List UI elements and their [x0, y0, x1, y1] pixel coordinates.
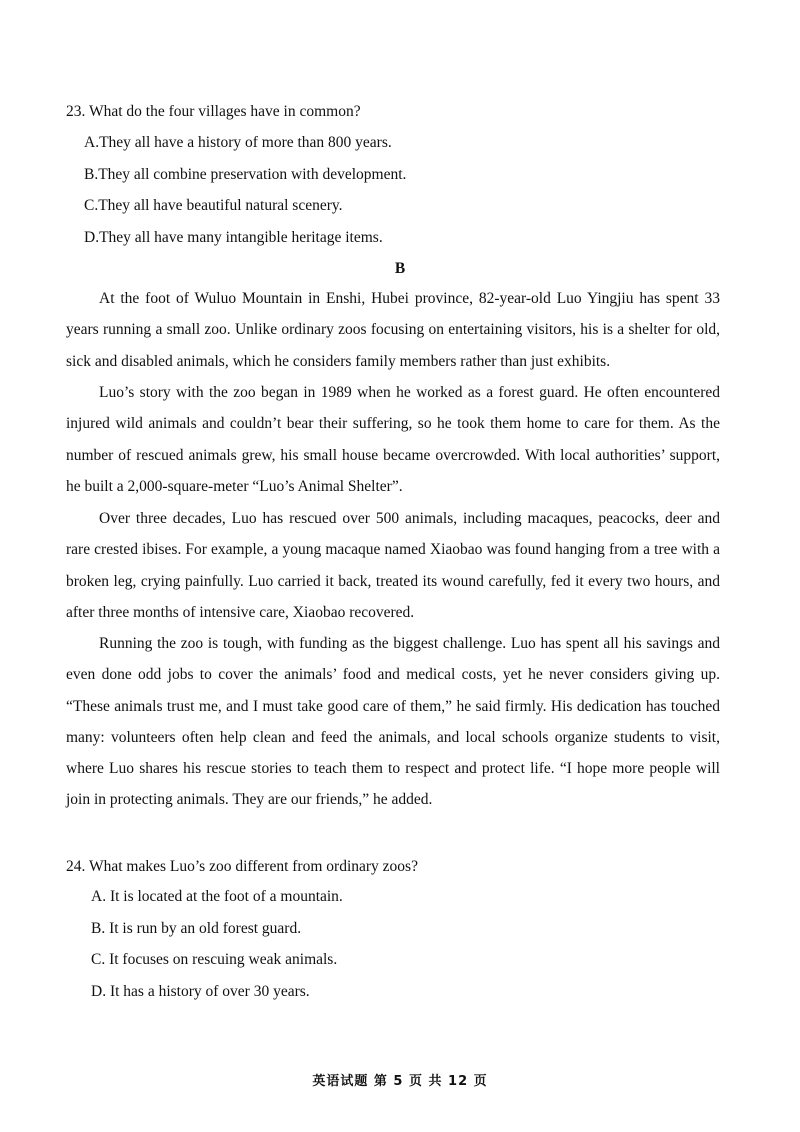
passage-paragraph-4: Running the zoo is tough, with funding as the biggest challenge. Luo has spent all his savings and even done odd jobs to cover the animals’ food and medical costs, yet he never considers giving up. “These animals trust me, and I must take good care of them,” he said firmly. His dedication has touched many: volunteers often help clean and feed the animals, and local schools organize students to visit, where Luo shares his rescue stories to teach them to respect and protect life. “I hope more people will join in protecting animals. They are our friends,” he added. — [66, 635, 720, 809]
question-24-option-b: B. It is run by an old forest guard. — [91, 920, 302, 937]
question-24-option-a: A. It is located at the foot of a mountain. — [91, 888, 343, 905]
question-23-stem: 23. What do the four villages have in common? — [66, 103, 361, 120]
question-24-option-c: C. It focuses on rescuing weak animals. — [91, 951, 338, 968]
section-label: B — [394, 260, 406, 277]
question-23-option-c: C.They all have beautiful natural scenery. — [84, 197, 343, 214]
question-24-option-d: D. It has a history of over 30 years. — [91, 983, 310, 1000]
question-23-option-b: B.They all combine preservation with development. — [84, 166, 407, 183]
passage-paragraph-2: Luo’s story with the zoo began in 1989 when he worked as a forest guard. He often encountered injured wild animals and couldn’t bear their suffering, so he took them home to care for them. As the number of rescued animals grew, his small house became overcrowded. With local authorities’ support, he built a 2,000-square-meter “Luo’s Animal Shelter”. — [66, 384, 720, 495]
question-23-option-d: D.They all have many intangible heritage items. — [84, 229, 383, 246]
passage-paragraph-3: Over three decades, Luo has rescued over 500 animals, including macaques, peacocks, deer and rare crested ibises. For example, a young macaque named Xiaobao was found hanging from a tree with a broken leg, crying painfully. Luo carried it back, treated its wound carefully, fed it every two hours, and after three months of intensive care, Xiaobao recovered. — [66, 510, 720, 621]
question-24-stem: 24. What makes Luo’s zoo different from ordinary zoos? — [66, 858, 418, 875]
page-footer: 英语试题 第 5 页 共 12 页 — [312, 1074, 488, 1089]
passage-paragraph-1: At the foot of Wuluo Mountain in Enshi, Hubei province, 82-year-old Luo Yingjiu has spent 33 years running a small zoo. Unlike ordinary zoos focusing on entertaining visitors, his is a shelter for old, sick and disabled animals, which he considers family members rather than just exhibits. — [66, 290, 720, 370]
question-23-option-a: A.They all have a history of more than 800 years. — [84, 134, 392, 151]
